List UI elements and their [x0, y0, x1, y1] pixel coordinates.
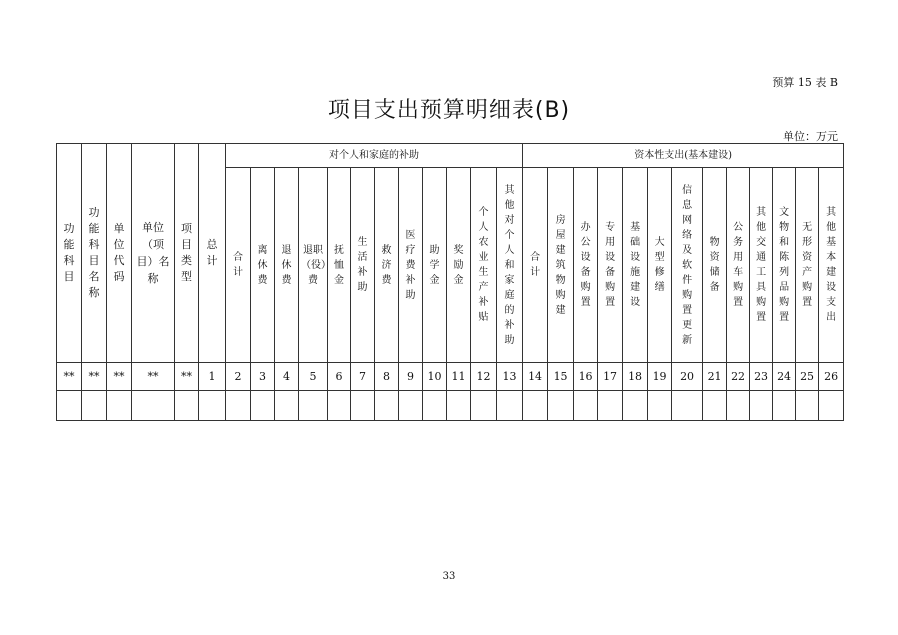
header-text: 功能科目: [63, 222, 75, 283]
subheader-text: 个人农业生产补贴: [478, 207, 489, 323]
number-cell: 10: [423, 363, 447, 391]
header-cell: [82, 144, 107, 363]
subheader-cell: [471, 168, 497, 363]
subheader-cell: [773, 168, 796, 363]
subheader-text: 医疗费补助: [405, 229, 416, 301]
subheader-text: 文物和陈列品购置: [779, 207, 790, 323]
data-cell[interactable]: [548, 391, 574, 421]
data-cell[interactable]: [57, 391, 82, 421]
data-cell[interactable]: [351, 391, 375, 421]
subheader-cell: [423, 168, 447, 363]
subheader-text: 房屋建筑物购建: [555, 214, 566, 316]
budget-table: [56, 143, 844, 421]
subheader-cell: [548, 168, 574, 363]
subheader-text: 合计: [233, 252, 243, 278]
number-cell: 21: [703, 363, 727, 391]
header-cell: [107, 144, 132, 363]
subheader-cell: [598, 168, 623, 363]
header-cell: [175, 144, 199, 363]
data-cell[interactable]: [251, 391, 275, 421]
page-number: 33: [442, 571, 456, 582]
data-cell[interactable]: [399, 391, 423, 421]
subheader-cell: [648, 168, 672, 363]
number-cell: 17: [598, 363, 623, 391]
number-cell: 19: [648, 363, 672, 391]
data-cell[interactable]: [471, 391, 497, 421]
number-cell: 22: [727, 363, 750, 391]
subheader-text: 其他基本建设支出: [826, 207, 837, 323]
subheader-text: 合计: [530, 252, 541, 278]
data-cell[interactable]: [375, 391, 399, 421]
number-cell: 24: [773, 363, 796, 391]
number-cell: **: [132, 363, 175, 391]
subheader-cell: [251, 168, 275, 363]
number-cell: 13: [497, 363, 523, 391]
data-cell[interactable]: [226, 391, 251, 421]
number-cell: 8: [375, 363, 399, 391]
empty-data-row: [57, 391, 844, 421]
subheader-cell: [275, 168, 299, 363]
data-cell[interactable]: [819, 391, 844, 421]
data-cell[interactable]: [623, 391, 648, 421]
data-cell[interactable]: [132, 391, 175, 421]
number-cell: 1: [199, 363, 226, 391]
subheader-text: 抚恤金: [334, 244, 344, 286]
subheader-text: 退休费: [281, 244, 292, 286]
group-header-capital: 资本性支出(基本建设): [523, 144, 844, 168]
number-cell: 7: [351, 363, 375, 391]
subheader-text: 公务用车购置: [733, 222, 744, 308]
number-cell: **: [57, 363, 82, 391]
subheader-cell: [750, 168, 773, 363]
subheader-cell: [819, 168, 844, 363]
data-cell[interactable]: [574, 391, 598, 421]
subheader-cell: [226, 168, 251, 363]
subheader-cell: [351, 168, 375, 363]
number-cell: **: [107, 363, 132, 391]
subheader-text: 其他交通工具购置: [756, 207, 767, 323]
header-text: 总计: [206, 238, 218, 267]
data-cell[interactable]: [598, 391, 623, 421]
subheader-text: 无形资产购置: [802, 222, 813, 308]
number-row: [57, 363, 844, 391]
subheader-text: 大型修缮: [654, 237, 665, 293]
subheader-text: 物资储备: [709, 237, 720, 293]
number-cell: 6: [328, 363, 351, 391]
data-cell[interactable]: [447, 391, 471, 421]
number-cell: 2: [226, 363, 251, 391]
subheader-cell: [703, 168, 727, 363]
number-cell: 23: [750, 363, 773, 391]
data-cell[interactable]: [796, 391, 819, 421]
number-cell: **: [82, 363, 107, 391]
data-cell[interactable]: [107, 391, 132, 421]
header-cell: [199, 144, 226, 363]
number-cell: 12: [471, 363, 497, 391]
subheader-cell: [375, 168, 399, 363]
subheader-cell: [623, 168, 648, 363]
data-cell[interactable]: [299, 391, 328, 421]
page-title: 项目支出预算明细表(B): [327, 98, 571, 123]
number-cell: 11: [447, 363, 471, 391]
number-cell: **: [175, 363, 199, 391]
subheader-text: 离休费: [257, 244, 268, 286]
subheader-text: 奖励金: [453, 244, 464, 286]
data-cell[interactable]: [175, 391, 199, 421]
subheader-cell: [523, 168, 548, 363]
number-cell: 20: [672, 363, 703, 391]
data-cell[interactable]: [672, 391, 703, 421]
number-cell: 18: [623, 363, 648, 391]
group-header-personal: 对个人和家庭的补助: [226, 144, 523, 168]
subheader-cell: [299, 168, 331, 363]
data-cell[interactable]: [648, 391, 672, 421]
subheader-cell: [447, 168, 471, 363]
subheader-text: 其他对个人和家庭的补助: [504, 184, 515, 346]
number-cell: 3: [251, 363, 275, 391]
data-cell[interactable]: [423, 391, 447, 421]
data-cell[interactable]: [750, 391, 773, 421]
subheader-cell: [796, 168, 819, 363]
data-cell[interactable]: [703, 391, 727, 421]
header-cell: [132, 144, 175, 363]
number-cell: 14: [523, 363, 548, 391]
subheader-cell: [727, 168, 750, 363]
header-text: 单位（项目）名称: [136, 221, 170, 285]
number-cell: 26: [819, 363, 844, 391]
header-cell: [57, 144, 82, 363]
form-code: 预算 15 表 B: [772, 76, 838, 89]
data-cell[interactable]: [199, 391, 226, 421]
number-cell: 9: [399, 363, 423, 391]
number-cell: 5: [299, 363, 328, 391]
number-cell: 15: [548, 363, 574, 391]
subheader-text: 信息网络及软件购置更新: [682, 184, 693, 346]
subheader-cell: [399, 168, 423, 363]
number-cell: 25: [796, 363, 819, 391]
header-text: 单位代码: [113, 222, 125, 283]
number-cell: 16: [574, 363, 598, 391]
subheader-cell: [574, 168, 598, 363]
data-cell[interactable]: [727, 391, 750, 421]
data-cell[interactable]: [497, 391, 523, 421]
data-cell[interactable]: [328, 391, 351, 421]
subheader-text: 救济费: [381, 244, 392, 286]
subheader-cell: [497, 168, 523, 363]
subheader-text: 基础设施建设: [630, 222, 641, 308]
header-text: 功能科目名称: [88, 206, 100, 299]
header-text: 项目类型: [181, 222, 192, 283]
subheader-text: 退职（役）费: [301, 244, 331, 286]
subheader-text: 助学金: [429, 244, 440, 286]
number-cell: 4: [275, 363, 299, 391]
data-cell[interactable]: [773, 391, 796, 421]
subheader-text: 生活补助: [357, 237, 368, 293]
data-cell[interactable]: [82, 391, 107, 421]
unit-label: 单位：万元: [783, 130, 838, 143]
subheader-cell: [672, 168, 703, 363]
subheader-text: 办公设备购置: [580, 222, 591, 308]
data-cell[interactable]: [523, 391, 548, 421]
subheader-text: 专用设备购置: [605, 222, 616, 308]
data-cell[interactable]: [275, 391, 299, 421]
